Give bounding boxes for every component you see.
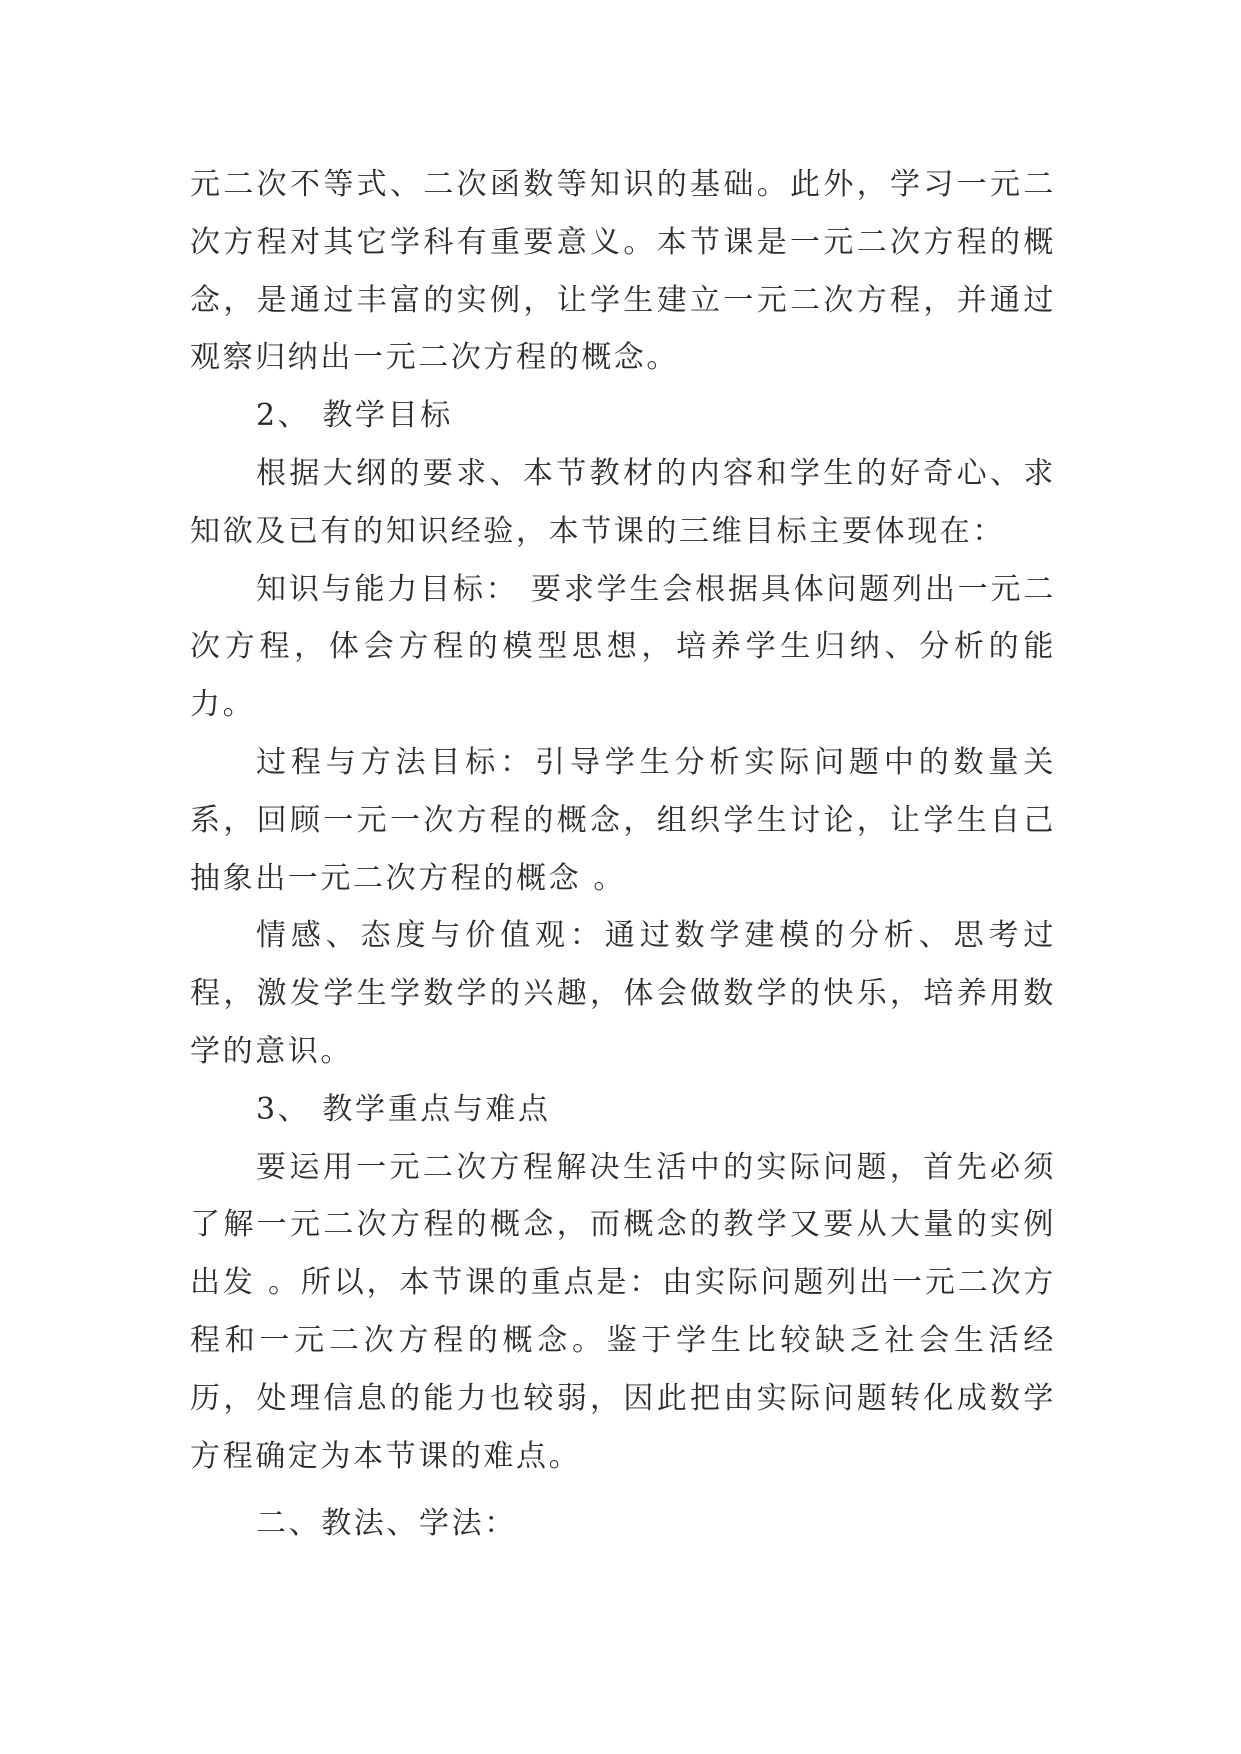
paragraph-intro-continued: 元二次不等式、二次函数等知识的基础。此外，学习一元二次方程对其它学科有重要意义。本节课是一元二次方程的概念，是通过丰富的实例，让学生建立一元二次方程，并通过观察归纳出一元二次方程的概念。	[190, 167, 1056, 376]
paragraph-emotion-attitude-values: 情感、态度与价值观：通过数学建模的分析、思考过程，激发学生学数学的兴趣，体会做数学的快乐，培养用数学的意识。	[190, 918, 1056, 1069]
document-page	[190, 156, 1056, 1553]
paragraph-key-and-difficult-points: 要运用一元二次方程解决生活中的实际问题，首先必须了解一元二次方程的概念，而概念的教学又要从大量的实例出发 。所以，本节课的重点是：由实际问题列出一元二次方程和一元二次方程的概念。鉴于学生比较缺乏社会生活经历，处理信息的能力也较弱，因此把由实际问题转化成数学方程确定为本节课的难点。	[190, 1149, 1056, 1474]
section-heading-teaching-goals: 2、 教学目标	[256, 398, 453, 434]
paragraph-goals-intro: 根据大纲的要求、本节教材的内容和学生的好奇心、求知欲及已有的知识经验，本节课的三维目标主要体现在：	[190, 455, 1056, 549]
section-heading-key-points: 3、 教学重点与难点	[256, 1091, 551, 1127]
section-heading-methods: 二、教法、学法：	[256, 1506, 517, 1542]
paragraph-process-method-goal: 过程与方法目标：引导学生分析实际问题中的数量关系，回顾一元一次方程的概念，组织学生讨论，让学生自己抽象出一元二次方程的概念 。	[190, 744, 1056, 896]
paragraph-knowledge-ability-goal: 知识与能力目标： 要求学生会根据具体问题列出一元二次方程，体会方程的模型思想，培养学生归纳、分析的能力。	[190, 571, 1056, 723]
